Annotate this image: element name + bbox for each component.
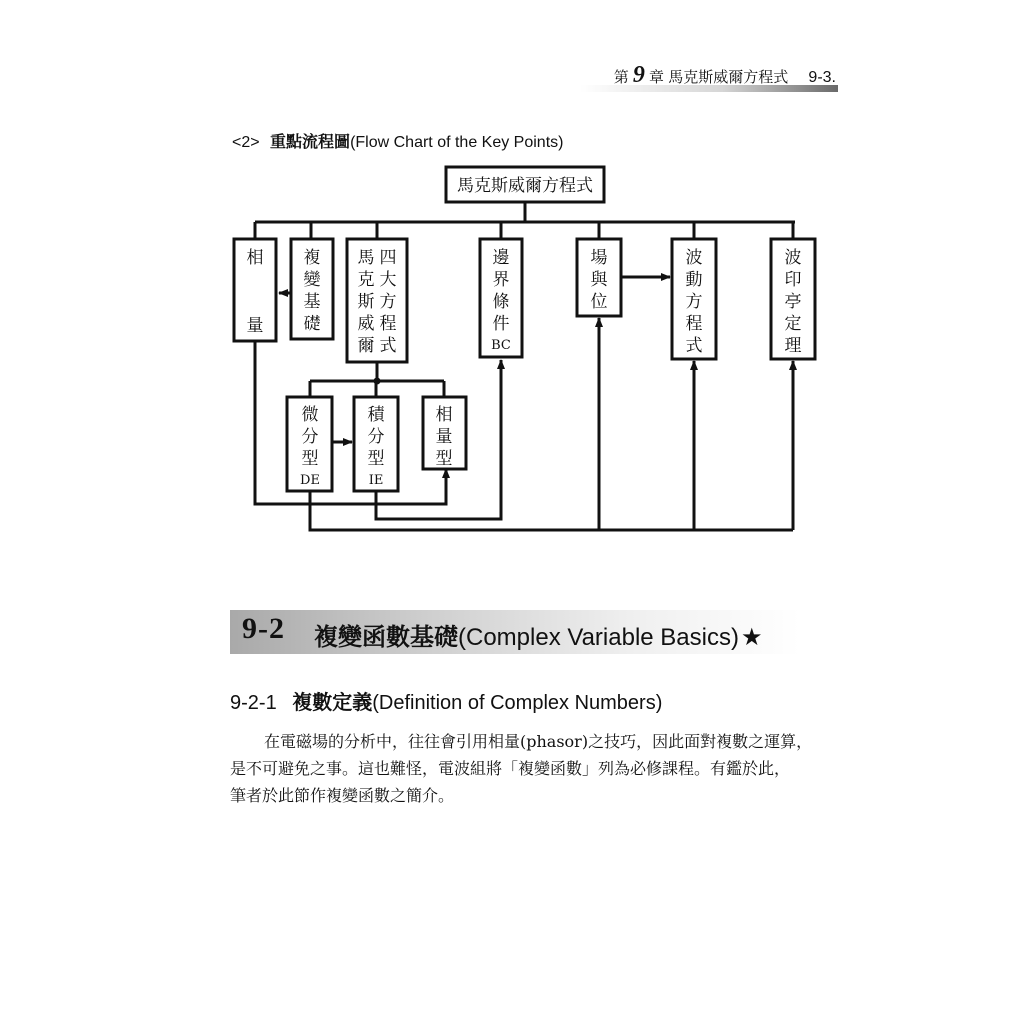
maxwell-char: 式 <box>379 336 397 356</box>
subsection-heading <box>230 686 662 715</box>
field-char: 場 <box>590 248 608 268</box>
integral-char: 型 <box>367 449 385 469</box>
poynting-char: 理 <box>784 336 802 356</box>
box-maxwell <box>347 239 407 362</box>
section-number: 9-2 <box>242 612 285 645</box>
poynting-char: 亭 <box>784 292 802 312</box>
complex-basics-char: 基 <box>303 292 321 312</box>
subsection-title-en: (Definition of Complex Numbers) <box>372 692 663 714</box>
phasor-form-char: 型 <box>435 449 453 469</box>
poynting-char: 波 <box>784 248 802 268</box>
maxwell-char: 程 <box>379 314 397 334</box>
section-title <box>314 617 763 652</box>
wave-eq-char: 式 <box>685 336 703 356</box>
connector-bottom-bus <box>310 491 793 530</box>
root-label: 馬克斯威爾方程式 <box>457 176 593 196</box>
maxwell-char: 爾 <box>357 336 375 356</box>
wave-eq-char: 動 <box>685 270 703 290</box>
wave-eq-char: 程 <box>685 314 703 334</box>
chapter-prefix: 第 <box>613 69 629 86</box>
phasor-char: 量 <box>246 316 264 336</box>
differential-char: 微 <box>301 405 319 425</box>
flowchart-heading-zh: 重點流程圖 <box>270 134 351 151</box>
arrow-phasor-to-phasorform <box>255 341 446 504</box>
chapter-title: 馬克斯威爾方程式 <box>668 69 789 86</box>
poynting-char: 印 <box>784 270 802 290</box>
section-heading-band <box>230 610 800 654</box>
section-title-zh: 複變函數基礎 <box>314 624 458 651</box>
integral-char: 積 <box>367 405 385 425</box>
flowchart-heading-en: (Flow Chart of the Key Points) <box>350 134 564 151</box>
phasor-form-char: 量 <box>435 427 453 447</box>
section-title-en: (Complex Variable Basics) <box>458 624 739 651</box>
boundary-char: 條 <box>492 292 510 312</box>
junction-dot <box>374 378 381 385</box>
integral-abbr: IE <box>368 473 384 488</box>
field-char: 與 <box>590 270 608 290</box>
subsection-title-zh: 複數定義 <box>292 692 373 714</box>
flowchart-heading-number: <2> <box>232 134 260 151</box>
chapter-number: 9 <box>632 62 645 88</box>
star-icon: ★ <box>740 624 763 651</box>
maxwell-char: 斯 <box>357 292 375 312</box>
differential-char: 型 <box>301 449 319 469</box>
paragraph-line: 是不可避免之事。這也難怪，電波組將「複變函數」列為必修課程。有鑑於此， <box>230 759 791 778</box>
boundary-char: 件 <box>492 314 510 334</box>
maxwell-char: 馬 <box>357 248 375 268</box>
boundary-char: 界 <box>492 270 510 290</box>
chapter-suffix: 章 <box>649 69 665 86</box>
page-number: 9-3. <box>808 69 836 86</box>
boundary-char: 邊 <box>492 248 510 268</box>
wave-eq-char: 波 <box>685 248 703 268</box>
differential-char: 分 <box>301 427 319 447</box>
maxwell-char: 威 <box>357 314 375 334</box>
paragraph-line: 筆者於此節作複變函數之簡介。 <box>230 786 455 805</box>
wave-eq-char: 方 <box>685 292 703 312</box>
maxwell-char: 四 <box>379 248 397 268</box>
maxwell-char: 方 <box>379 292 397 312</box>
body-paragraph <box>230 728 830 809</box>
maxwell-char: 大 <box>379 270 397 290</box>
phasor-char: 相 <box>246 248 264 268</box>
maxwell-char: 克 <box>357 270 375 290</box>
complex-basics-char: 複 <box>303 248 321 268</box>
boundary-abbr: BC <box>491 338 511 353</box>
differential-abbr: DE <box>300 473 320 488</box>
complex-basics-char: 變 <box>303 270 321 290</box>
complex-basics-char: 礎 <box>303 314 321 334</box>
integral-char: 分 <box>367 427 385 447</box>
field-char: 位 <box>590 292 608 312</box>
paragraph-line: 在電磁場的分析中，往往會引用相量(phasor)之技巧，因此面對複數之運算， <box>264 732 813 751</box>
phasor-form-char: 相 <box>435 405 453 425</box>
subsection-number: 9-2-1 <box>230 692 277 714</box>
poynting-char: 定 <box>784 314 802 334</box>
